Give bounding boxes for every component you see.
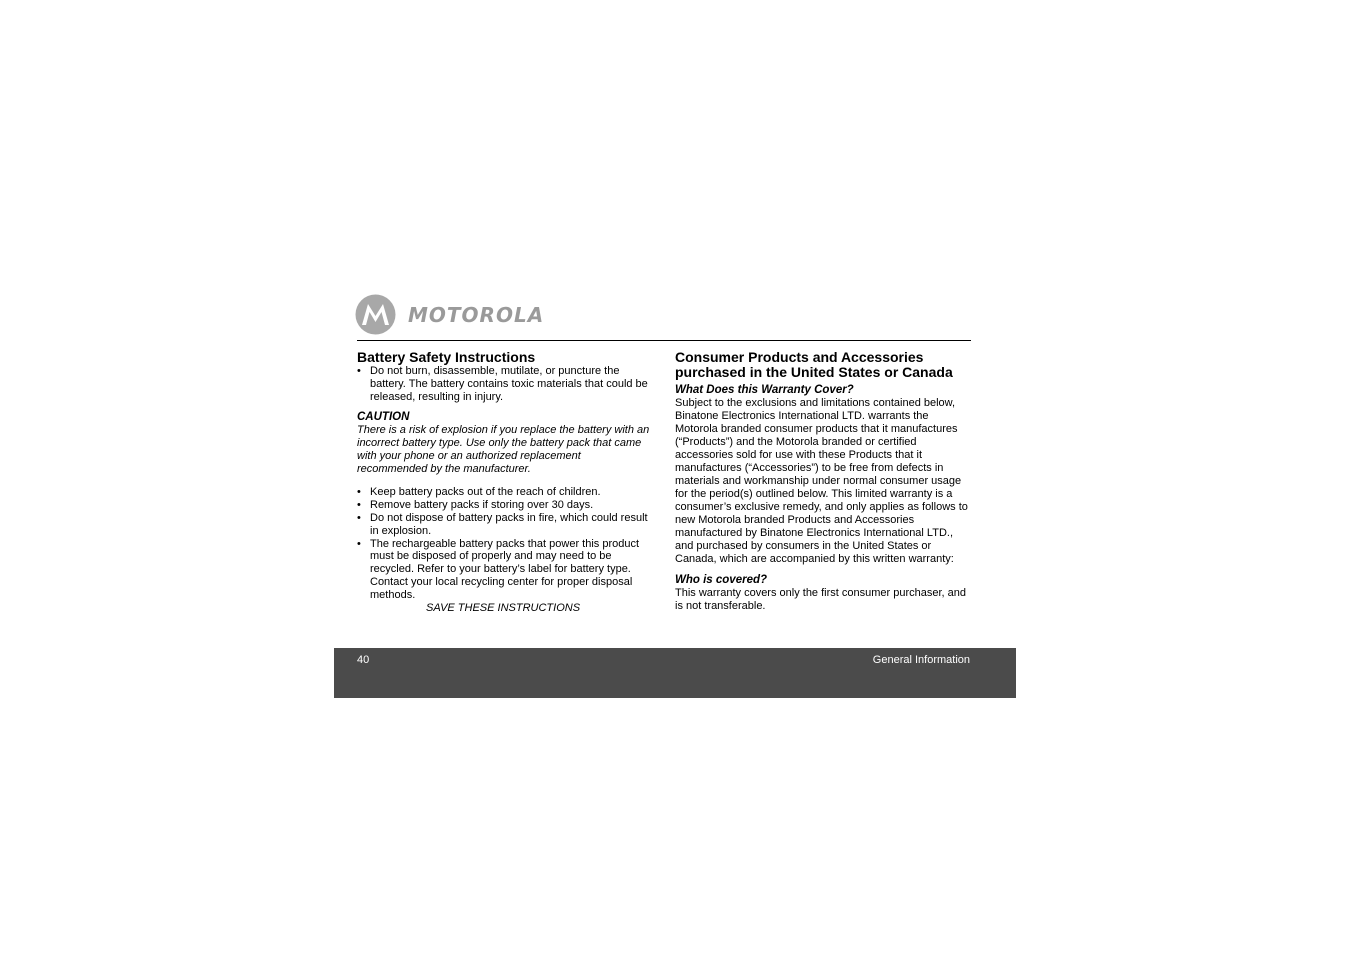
- battery-bullet-list-1: [357, 365, 653, 403]
- caution-title: CAUTION: [357, 411, 410, 424]
- caution-text: There is a risk of explosion if you replace the battery with an incorrect battery type. Use only the battery pack that came with your phone or an authorized replacement recommended by the manufacturer.: [357, 424, 650, 476]
- warranty-heading: Consumer Products and Accessories purchased in the United States or Canada: [675, 349, 953, 380]
- battery-bullet-list-2: [357, 486, 653, 601]
- page-footer: [334, 648, 1016, 698]
- list-item: • Do not burn, disassemble, mutilate, or puncture the battery. The battery contains toxic materials that could be released, resulting in injury.: [357, 365, 653, 403]
- footer-section-title: General Information: [872, 654, 970, 666]
- motorola-logo: [355, 294, 544, 335]
- who-covered-paragraph: This warranty covers only the first consumer purchaser, and is not transferable.: [675, 587, 967, 612]
- list-item: • Remove battery packs if storing over 30 days.: [357, 499, 653, 512]
- page-number: 40: [357, 654, 370, 666]
- save-instructions-note: SAVE THESE INSTRUCTIONS: [426, 601, 581, 614]
- list-item: • Keep battery packs out of the reach of children.: [357, 486, 653, 499]
- warranty-cover-paragraph: Subject to the exclusions and limitations contained below, Binatone Electronics International LTD. warrants the Motorola branded consumer products that it manufactures (“Products”) and the Motorola branded or certified accessories sold for use with these Products that it manufactures (“Accessories”) to be free from defects in materials and workmanship under normal consumer usage for the period(s) outlined below. This limited warranty is a consumer’s exclusive remedy, and only applies as follows to new Motorola branded Products and Accessories manufactured by Binatone Electronics International LTD., and purchased by consumers in the United States or Canada, which are accompanied by this written warranty:: [675, 397, 968, 565]
- list-item: • Do not dispose of battery packs in fire, which could result in explosion.: [357, 512, 653, 538]
- right-column: [675, 350, 971, 613]
- battery-safety-heading: Battery Safety Instructions: [357, 349, 536, 365]
- brand-name: MOTOROLA: [408, 302, 545, 327]
- warranty-cover-question: What Does this Warranty Cover?: [675, 384, 854, 396]
- list-item: • The rechargeable battery packs that power this product must be disposed of properly and may need to be recycled. Refer to your battery’s label for battery type. Contact your local recycling center for proper disposal methods.: [357, 538, 653, 602]
- header-divider: [357, 340, 971, 341]
- left-column: [357, 350, 653, 615]
- motorola-batwing-icon: [355, 294, 396, 335]
- who-covered-question: Who is covered?: [675, 574, 768, 586]
